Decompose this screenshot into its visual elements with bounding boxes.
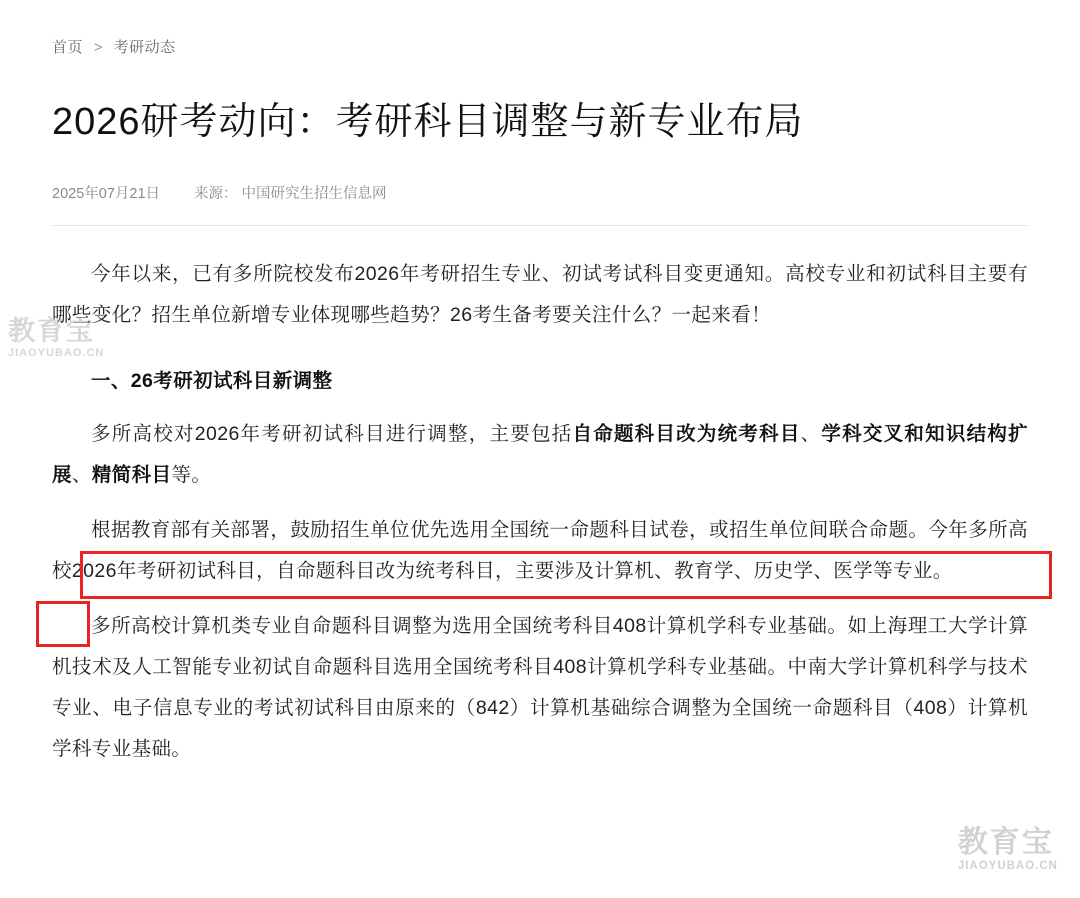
breadcrumb-separator: > [93,39,103,56]
paragraph-adjustments-bold-3: 精简科目 [91,464,172,487]
watermark-right [958,828,1058,873]
breadcrumb-current: 考研动态 [113,39,176,56]
article-meta [52,182,1028,203]
source-label: 来源： [194,186,238,203]
paragraph-adjustments-text-3: 、 [71,464,92,487]
breadcrumb [52,0,1028,57]
watermark-left-main: 教育宝 [8,316,95,346]
paragraph-examples: 多所高校计算机类专业自命题科目调整为选用全国统考科目408计算机学科专业基础。如上海理工大学计算机技术及人工智能专业初试自命题科目选用全国统考科目408计算机学科专业基础。中南大学计算机科学与技术专业、电子信息专业的考试初试科目由原来的（842）计算机基础综合调整为全国统一命题科目（408）计算机学科专业基础。 [52,615,1028,761]
paragraph-adjustments-text-2: 、 [800,423,822,446]
paragraph-adjustments-text-4: 等。 [171,464,212,487]
source-name: 中国研究生招生信息网 [241,186,387,203]
paragraph-policy-highlighted: 根据教育部有关部署，鼓励招生单位优先选用全国统一命题科目试卷，或招生单位间联合命题。今年多所高校2026年考研初试科目，自命题科目改为统考科目，主要涉及计算机、教育学、历史学、医学等专业。 [52,519,1028,583]
page-title: 2026研考动向：考研科目调整与新专业布局 [52,101,804,143]
watermark-right-sub: JIAOYUBAO.CN [957,860,1058,872]
section-heading-1: 一、26考研初试科目新调整 [91,370,333,393]
header-divider [52,225,1028,226]
watermark-right-main: 教育宝 [957,826,1054,859]
paragraph-adjustments-bold-1: 自命题科目改为统考科目 [572,423,801,446]
paragraph-adjustments-text-1: 多所高校对2026年考研初试科目进行调整，主要包括 [91,423,573,446]
paragraph-adjustments [52,414,1028,496]
publish-date: 2025年07月21日 [52,186,161,203]
article-body [52,254,1028,770]
watermark-left-sub: JIAOYUBAO.CN [8,347,105,359]
paragraph-intro: 今年以来，已有多所院校发布2026年考研招生专业、初试考试科目变更通知。高校专业和初试科目主要有哪些变化？招生单位新增专业体现哪些趋势？26考生备考要关注什么？一起来看！ [52,263,1028,327]
breadcrumb-home-link[interactable]: 首页 [52,39,84,56]
paragraph-adjustments-bold-2: 学科交叉和知识结构扩展 [52,423,1028,487]
